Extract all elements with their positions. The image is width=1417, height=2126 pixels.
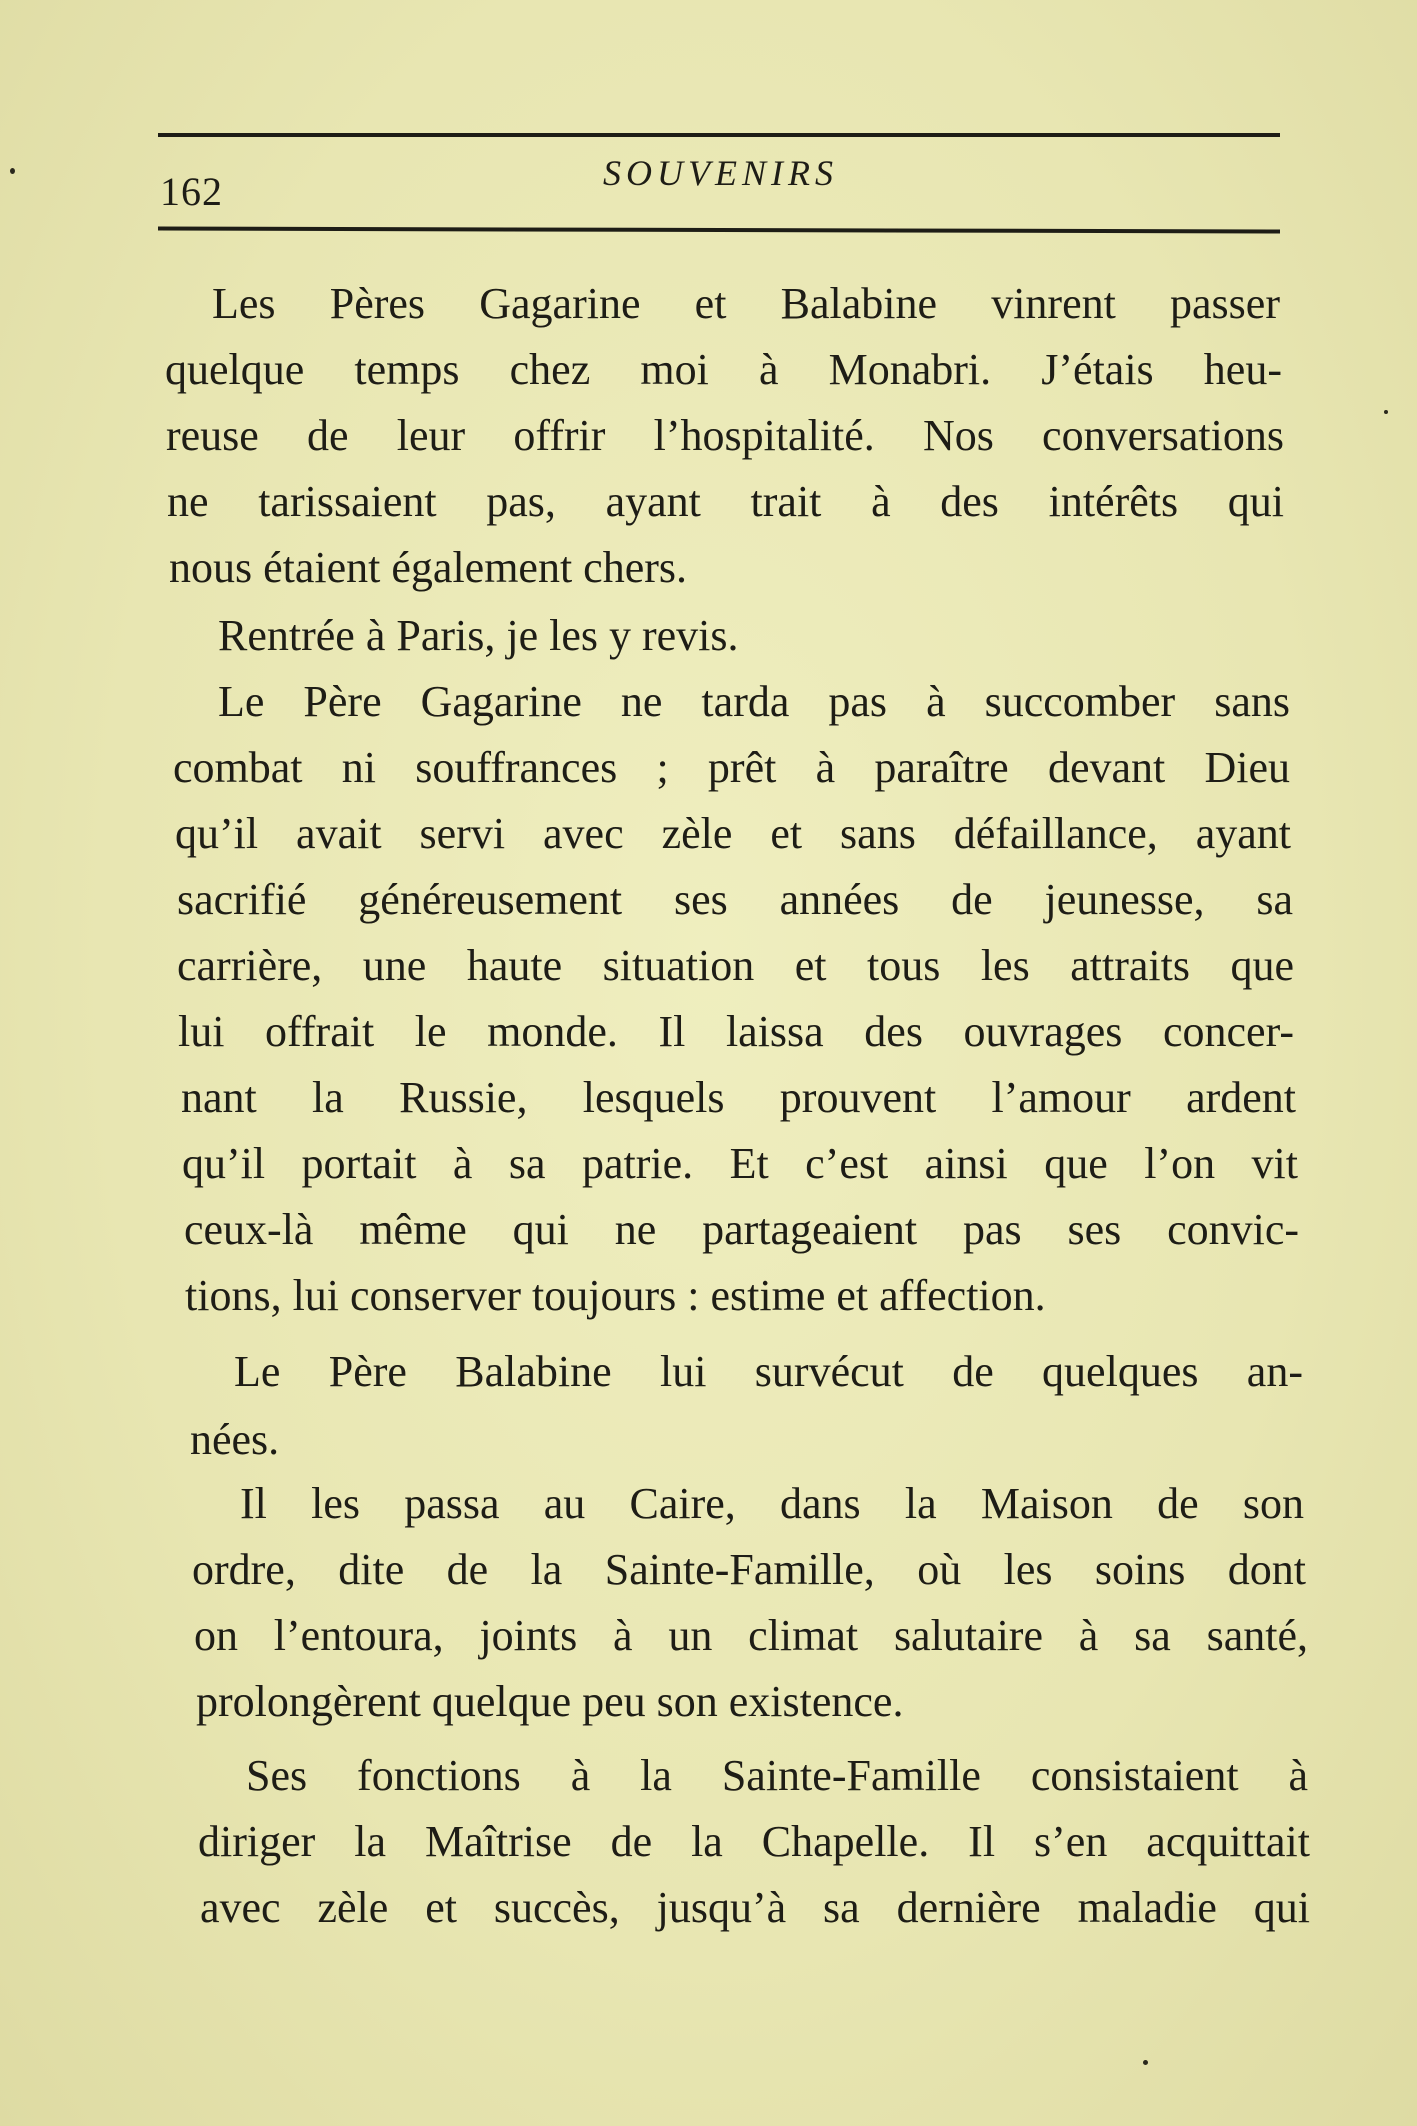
text-line: Il les passa au Caire, dans la Maison de son <box>240 1479 1304 1528</box>
text-line: Les Pères Gagarine et Balabine vinrent passer <box>212 279 1280 328</box>
text-line: lui offrait le monde. Il laissa des ouvrages concer- <box>178 1007 1294 1056</box>
text-line: nées. <box>190 1415 280 1464</box>
text-line: Le Père Balabine lui survécut de quelques an- <box>234 1347 1303 1396</box>
text-line: ordre, dite de la Sainte-Famille, où les soins dont <box>192 1545 1306 1594</box>
ink-speck <box>10 168 15 174</box>
text-line: quelque temps chez moi à Monabri. J’étais heu- <box>165 345 1282 394</box>
text-line: combat ni souffrances ; prêt à paraître devant Dieu <box>173 743 1290 792</box>
text-line: prolongèrent quelque peu son existence. <box>196 1677 904 1726</box>
text-line: carrière, une haute situation et tous les attraits que <box>177 941 1294 990</box>
text-line: tions, lui conserver toujours : estime et affection. <box>185 1271 1046 1320</box>
text-line: nant la Russie, lesquels prouvent l’amour ardent <box>181 1073 1296 1122</box>
text-line: avec zèle et succès, jusqu’à sa dernière maladie qui <box>200 1883 1310 1932</box>
page-number: 162 <box>160 169 223 214</box>
text-line: ne tarissaient pas, ayant trait à des intérêts qui <box>167 477 1284 526</box>
running-title: SOUVENIRS <box>603 153 838 193</box>
text-line: Ses fonctions à la Sainte-Famille consistaient à <box>246 1751 1308 1800</box>
text-line: Rentrée à Paris, je les y revis. <box>218 611 739 660</box>
text-line: qu’il avait servi avec zèle et sans défaillance, ayant <box>175 809 1291 858</box>
text-line: diriger la Maîtrise de la Chapelle. Il s’en acquittait <box>198 1817 1310 1866</box>
text-line: sacrifié généreusement ses années de jeunesse, sa <box>177 875 1293 924</box>
text-line: qu’il portait à sa patrie. Et c’est ainsi que l’on vit <box>182 1139 1298 1188</box>
text-line: ceux-là même qui ne partageaient pas ses convic- <box>184 1205 1299 1254</box>
text-line: Le Père Gagarine ne tarda pas à succomber sans <box>218 677 1290 726</box>
text-line: on l’entoura, joints à un climat salutaire à sa santé, <box>194 1611 1308 1660</box>
text-line: reuse de leur offrir l’hospitalité. Nos conversations <box>166 411 1284 460</box>
text-line: nous étaient également chers. <box>169 543 688 592</box>
ink-speck <box>1384 410 1388 414</box>
ink-speck <box>1143 2060 1148 2065</box>
